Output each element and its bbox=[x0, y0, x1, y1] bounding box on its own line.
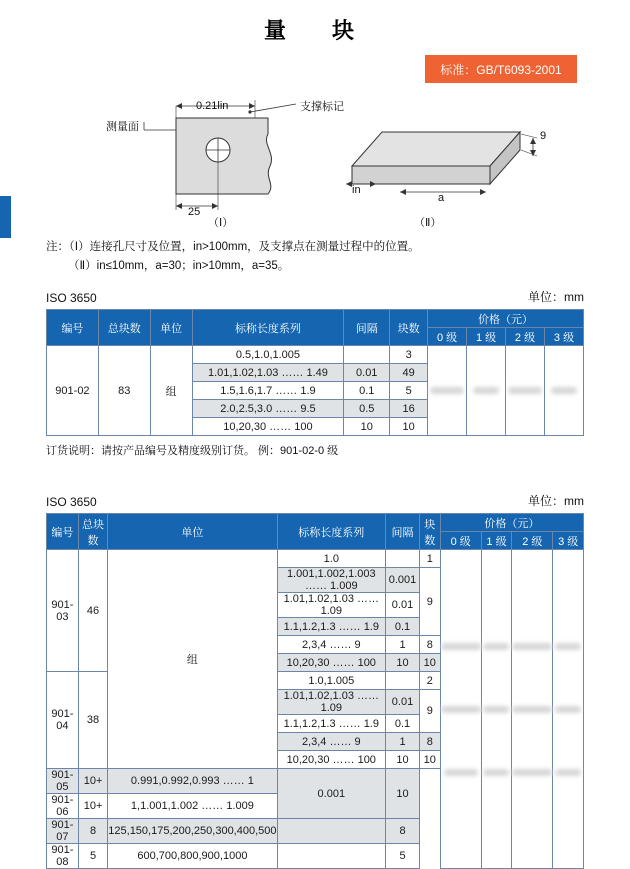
spec-table-2 bbox=[46, 513, 584, 869]
section-1-unit: 单位：mm bbox=[528, 290, 584, 304]
price-cell-grade-0 bbox=[428, 346, 467, 436]
cell-blocks: 8 bbox=[419, 636, 440, 654]
cell-interval: 1 bbox=[386, 636, 420, 654]
dimension-a-label: a bbox=[438, 192, 445, 204]
cell-total: 5 bbox=[78, 844, 107, 869]
price-cell-grade-2 bbox=[506, 346, 545, 436]
cell-blocks: 8 bbox=[419, 733, 440, 751]
cell-blocks: 5 bbox=[386, 844, 420, 869]
cell-series: 10,20,30 …… 100 bbox=[192, 418, 344, 436]
price-cell-grade-1 bbox=[467, 346, 506, 436]
cell-series: 1.001,1.002,1.003 …… 1.009 bbox=[277, 568, 386, 593]
cell-interval: 0.001 bbox=[277, 769, 386, 819]
cell-interval bbox=[386, 672, 420, 690]
cell-interval: 0.1 bbox=[386, 618, 420, 636]
dimension-in-label: in bbox=[352, 184, 361, 196]
price-cell-grade-2 bbox=[512, 550, 553, 869]
th-code: 编号 bbox=[47, 514, 79, 550]
cell-series: 1.01,1.02,1.03 …… 1.09 bbox=[277, 690, 386, 715]
cell-interval: 10 bbox=[386, 751, 420, 769]
cell-blocks: 3 bbox=[390, 346, 428, 364]
cell-blocks: 16 bbox=[390, 400, 428, 418]
note-line-2: （Ⅱ）in≤10mm，a=30；in>10mm，a=35。 bbox=[68, 260, 290, 272]
cell-interval: 0.5 bbox=[344, 400, 390, 418]
cell-blocks: 9 bbox=[419, 568, 440, 636]
th-blocks: 块数 bbox=[419, 514, 440, 550]
cell-total: 83 bbox=[98, 346, 150, 436]
th-blocks: 块数 bbox=[390, 310, 428, 346]
measuring-face-label: 测量面 bbox=[106, 121, 139, 133]
th-total: 总块数 bbox=[98, 310, 150, 346]
cell-series: 10,20,30 …… 100 bbox=[277, 654, 386, 672]
cell-series: 2.0,2.5,3.0 …… 9.5 bbox=[192, 400, 344, 418]
standard-badge: 标准：GB/T6093-2001 bbox=[425, 55, 577, 83]
th-grade-2: 2 级 bbox=[506, 328, 545, 346]
cell-total: 10+ bbox=[78, 794, 107, 819]
th-unit: 单位 bbox=[108, 514, 277, 550]
spec-table-1-body bbox=[47, 346, 584, 436]
th-grade-1: 1 级 bbox=[467, 328, 506, 346]
th-grade-0: 0 级 bbox=[440, 532, 481, 550]
th-series: 标称长度系列 bbox=[192, 310, 344, 346]
cell-series: 1.01,1.02,1.03 …… 1.49 bbox=[192, 364, 344, 382]
dimension-bottom-label: 25 bbox=[188, 206, 201, 218]
cell-code: 901-08 bbox=[47, 844, 79, 869]
cell-blocks: 10 bbox=[419, 751, 440, 769]
dimension-9-label: 9 bbox=[540, 130, 547, 142]
cell-series: 1.1,1.2,1.3 …… 1.9 bbox=[277, 715, 386, 733]
th-series: 标称长度系列 bbox=[277, 514, 386, 550]
cell-interval: 0.001 bbox=[386, 568, 420, 593]
cell-series: 1.0,1.005 bbox=[277, 672, 386, 690]
cell-blocks: 10 bbox=[390, 418, 428, 436]
notes-block bbox=[46, 238, 606, 276]
dimension-top-label: 0.21lin bbox=[196, 100, 229, 112]
cell-code: 901-02 bbox=[47, 346, 99, 436]
spec-table-1-head bbox=[47, 310, 584, 346]
section-1-head bbox=[46, 288, 584, 305]
th-grade-0: 0 级 bbox=[428, 328, 467, 346]
cell-total: 38 bbox=[78, 672, 107, 769]
support-mark-label: 支撑标记 bbox=[300, 101, 344, 113]
th-grade-3: 3 级 bbox=[553, 532, 584, 550]
note-line-1: 注：（Ⅰ）连接孔尺寸及位置，in>100mm，及支撑点在测量过程中的位置。 bbox=[46, 241, 420, 253]
table-header-row bbox=[47, 514, 584, 532]
th-interval: 间隔 bbox=[344, 310, 390, 346]
section-1-iso: ISO 3650 bbox=[46, 291, 97, 305]
th-price: 价格（元） bbox=[440, 514, 583, 532]
cell-series: 600,700,800,900,1000 bbox=[108, 844, 277, 869]
price-cell-grade-3 bbox=[553, 550, 584, 869]
th-grade-3: 3 级 bbox=[545, 328, 584, 346]
price-cell-grade-3 bbox=[545, 346, 584, 436]
cell-series: 2,3,4 …… 9 bbox=[277, 636, 386, 654]
cell-interval: 0.01 bbox=[386, 593, 420, 618]
cell-blocks: 49 bbox=[390, 364, 428, 382]
cell-blocks: 10 bbox=[386, 769, 420, 819]
figure-1-caption: （Ⅰ） bbox=[208, 217, 234, 229]
cell-interval: 0.1 bbox=[386, 715, 420, 733]
cell-interval: 0.01 bbox=[386, 690, 420, 715]
cell-blocks: 9 bbox=[419, 690, 440, 733]
cell-interval bbox=[277, 844, 386, 869]
section-1 bbox=[46, 288, 584, 458]
cell-series: 0.5,1.0,1.005 bbox=[192, 346, 344, 364]
cell-interval: 0.1 bbox=[344, 382, 390, 400]
order-note-1: 订货说明：请按产品编号及精度级别订货。 例：901-02-0 级 bbox=[46, 445, 339, 457]
section-2 bbox=[46, 492, 584, 869]
cell-code: 901-05 bbox=[47, 769, 79, 794]
th-grade-2: 2 级 bbox=[512, 532, 553, 550]
th-code: 编号 bbox=[47, 310, 99, 346]
cell-interval bbox=[386, 550, 420, 568]
cell-blocks: 2 bbox=[419, 672, 440, 690]
cell-series: 0.991,0.992,0.993 …… 1 bbox=[108, 769, 277, 794]
cell-series: 10,20,30 …… 100 bbox=[277, 751, 386, 769]
table-row bbox=[47, 550, 584, 568]
cell-interval: 10 bbox=[344, 418, 390, 436]
cell-series: 2,3,4 …… 9 bbox=[277, 733, 386, 751]
th-interval: 间隔 bbox=[386, 514, 420, 550]
cell-series: 1.5,1.6,1.7 …… 1.9 bbox=[192, 382, 344, 400]
th-total: 总块数 bbox=[78, 514, 107, 550]
cell-blocks: 1 bbox=[419, 550, 440, 568]
figure-group bbox=[0, 88, 630, 228]
cell-code: 901-07 bbox=[47, 819, 79, 844]
cell-blocks: 5 bbox=[390, 382, 428, 400]
price-cell-grade-0 bbox=[440, 550, 481, 869]
th-unit: 单位 bbox=[150, 310, 192, 346]
cell-series: 125,150,175,200,250,300,400,500 bbox=[108, 819, 277, 844]
cell-total: 10+ bbox=[78, 769, 107, 794]
spec-table-1 bbox=[46, 309, 584, 436]
cell-total: 8 bbox=[78, 819, 107, 844]
page-title: 量 块 bbox=[263, 18, 366, 43]
table-header-row bbox=[47, 310, 584, 328]
section-2-unit: 单位：mm bbox=[528, 494, 584, 508]
cell-interval bbox=[344, 346, 390, 364]
cell-unit: 组 bbox=[108, 550, 277, 769]
cell-blocks: 10 bbox=[419, 654, 440, 672]
section-2-iso: ISO 3650 bbox=[46, 495, 97, 509]
cell-interval bbox=[277, 819, 386, 844]
spec-table-2-body bbox=[47, 550, 584, 869]
price-cell-grade-1 bbox=[481, 550, 512, 869]
cell-interval: 0.01 bbox=[344, 364, 390, 382]
spec-table-2-head bbox=[47, 514, 584, 550]
cell-code: 901-04 bbox=[47, 672, 79, 769]
figure-2-caption: （Ⅱ） bbox=[414, 217, 442, 229]
table-row bbox=[47, 346, 584, 364]
cell-interval: 10 bbox=[386, 654, 420, 672]
cell-interval: 1 bbox=[386, 733, 420, 751]
cell-code: 901-06 bbox=[47, 794, 79, 819]
cell-blocks: 8 bbox=[386, 819, 420, 844]
cell-total: 46 bbox=[78, 550, 107, 672]
cell-series: 1.01,1.02,1.03 …… 1.09 bbox=[277, 593, 386, 618]
cell-unit: 组 bbox=[150, 346, 192, 436]
th-grade-1: 1 级 bbox=[481, 532, 512, 550]
th-price: 价格（元） bbox=[428, 310, 584, 328]
cell-series: 1.1,1.2,1.3 …… 1.9 bbox=[277, 618, 386, 636]
section-2-head bbox=[46, 492, 584, 509]
cell-series: 1.0 bbox=[277, 550, 386, 568]
cell-series: 1,1.001,1.002 …… 1.009 bbox=[108, 794, 277, 819]
cell-code: 901-03 bbox=[47, 550, 79, 672]
